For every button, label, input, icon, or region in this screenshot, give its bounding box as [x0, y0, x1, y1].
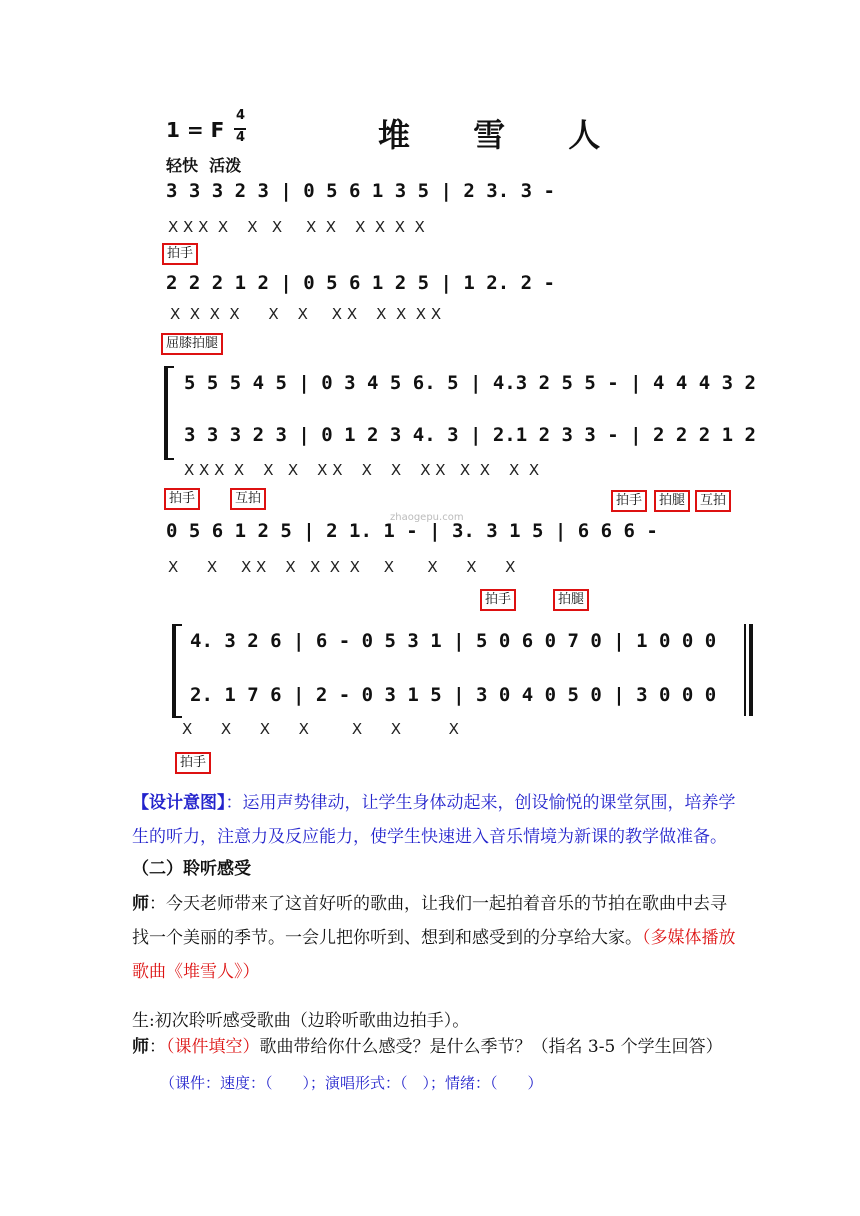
design-intent-text: ：运用声势律动，让学生身体动起来，创设愉悦的课堂氛围，培养学生的听力，注意力及反应能力，使学生快速进入音乐情境为新课的教学做准备。: [132, 793, 736, 847]
score-row-3: 5 5 5 4 5 | 0 3 4 5 6. 5 | 4.3 2 5 5 - | 4 4 4 3 2: [184, 372, 756, 394]
time-signature-bottom: 4: [236, 130, 246, 145]
system-bracket-1: [164, 366, 174, 460]
teacher-red-1: （多媒体播放歌曲《堆雪人》）: [132, 928, 736, 982]
score-row-6: 4. 3 2 6 | 6 - 0 5 3 1 | 5 0 6 0 7 0 | 1 0 0 0: [190, 630, 717, 652]
student-paragraph: 生:初次聆听感受歌曲（边聆听歌曲边拍手）。: [132, 1011, 470, 1031]
final-barline-thick: [749, 624, 753, 716]
watermark: zhaogepu.com: [390, 512, 464, 523]
design-intent-label: 【设计意图】: [132, 793, 226, 813]
key-signature: 1 = F: [166, 118, 225, 142]
final-barline-thin: [744, 624, 746, 716]
label-knee-leg: 屈膝拍腿: [161, 333, 223, 355]
tempo-marking: 轻快 活泼: [166, 156, 242, 175]
teacher-text-1: ：今天老师带来了这首好听的歌曲，让我们一起拍着音乐的节拍在歌曲中去寻找一个美丽的季节。一会儿把你听到、想到和感受到的分享给大家。: [132, 894, 727, 948]
time-signature-top: 4: [236, 108, 246, 123]
teacher-text-2: 歌曲带给你什么感受？是什么季节？（指名 3-5 个学生回答）: [259, 1037, 723, 1057]
beat-row-5: X X X X X X X X X X X X: [168, 558, 516, 576]
label-mutual-1: 互拍: [230, 488, 266, 510]
song-title: 堆 雪 人: [378, 116, 627, 154]
label-clap-1: 拍手: [162, 243, 198, 265]
label-clap-5: 拍手: [175, 752, 211, 774]
courseware-line: （课件：速度：（ ）；演唱形式：（ ）；情绪：（ ）: [160, 1074, 543, 1092]
score-row-4: 3 3 3 2 3 | 0 1 2 3 4. 3 | 2.1 2 3 3 - | 2 2 2 1 2: [184, 424, 756, 446]
teacher-speaker-2: 师: [132, 1037, 149, 1057]
label-clap-3: 拍手: [611, 490, 647, 512]
label-mutual-2: 互拍: [695, 490, 731, 512]
beat-row-3: X X X X X X X X X X X X X X X X: [184, 461, 540, 479]
label-leg-2: 拍腿: [553, 589, 589, 611]
design-intent-paragraph: [132, 786, 738, 854]
teacher-speaker-1: 师: [132, 894, 149, 914]
score-row-5: 0 5 6 1 2 5 | 2 1. 1 - | 3. 3 1 5 | 6 6 6 -: [166, 520, 658, 542]
label-leg-1: 拍腿: [654, 490, 690, 512]
system-bracket-2: [172, 624, 182, 718]
score-row-7: 2. 1 7 6 | 2 - 0 3 1 5 | 3 0 4 0 5 0 | 3 0 0 0: [190, 684, 717, 706]
beat-row-1: X X X X X X X X X X X X: [168, 218, 425, 236]
beat-row-7: X X X X X X X: [182, 720, 459, 738]
teacher-red-2: （课件填空）: [166, 1037, 260, 1057]
section-heading: （二）聆听感受: [132, 859, 251, 879]
teacher-paragraph-1: [132, 887, 738, 989]
label-clap-4: 拍手: [480, 589, 516, 611]
beat-row-2: X X X X X X X X X X X X: [170, 305, 442, 323]
teacher-paragraph-2: [132, 1030, 738, 1064]
score-row-1: 3 3 3 2 3 | 0 5 6 1 3 5 | 2 3. 3 -: [166, 180, 555, 202]
teacher-colon-2: ：: [149, 1037, 166, 1057]
score-row-2: 2 2 2 1 2 | 0 5 6 1 2 5 | 1 2. 2 -: [166, 272, 555, 294]
label-clap-2: 拍手: [164, 488, 200, 510]
